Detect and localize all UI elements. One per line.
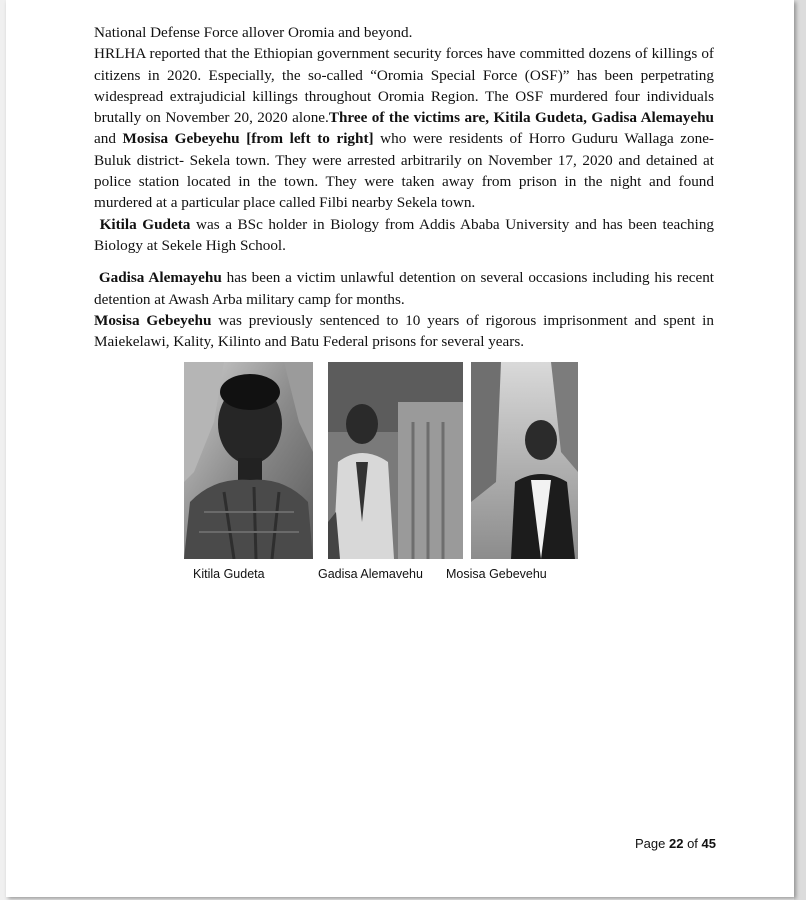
page-of: of — [683, 836, 702, 851]
paragraph-report — [94, 43, 714, 213]
photo-kitila-gudeta — [184, 362, 313, 559]
page-word: Page — [635, 836, 669, 851]
portrait-image — [328, 362, 463, 559]
caption-kitila: Kitila Gudeta — [193, 567, 265, 581]
bio-mosisa: was previously sentenced to 10 years of rigorous imprisonment and spent in Maiekelawi, Kality, Kilinto and Batu Federal prisons for several years. — [94, 311, 714, 351]
paragraph-intro: National Defense Force allover Oromia and beyond. — [94, 24, 413, 41]
bio-gadisa: has been a victim unlawful detention on several occasions including his recent detention at Awash Arba military camp for months. — [94, 269, 715, 308]
portrait-image — [184, 362, 313, 559]
name-kitila: Kitila Gudeta — [99, 215, 191, 233]
page-total: 45 — [701, 836, 716, 851]
name-mosisa: Mosisa Gebeyehu — [94, 311, 212, 329]
page-number — [635, 836, 716, 851]
photo-mosisa-gebeyehu — [471, 362, 578, 559]
photo-gadisa-alemayehu — [328, 362, 463, 559]
name-gadisa: Gadisa Alemayehu — [98, 269, 222, 287]
paragraph-kitila — [94, 214, 714, 257]
paragraph-gadisa — [94, 267, 714, 310]
caption-gadisa: Gadisa Alemavehu — [318, 567, 423, 581]
paragraph-mosisa — [94, 310, 714, 353]
page-current: 22 — [668, 836, 684, 851]
victims-intro: Three of the victims are, Kitila Gudeta, Gadisa Alemayehu — [328, 109, 714, 127]
conjunction: and — [94, 130, 123, 148]
report-text: HRLHA reported that the Ethiopian government security forces have committed dozens of killings of citizens in 2020. Especially, the so-called “Oromia Special Force (OSF)” has been perpetrating widespread extrajudicial killings throughout Oromia Region. The OSF murdered four individuals brutally on November 20, 2020 alone. — [94, 45, 714, 127]
victim-third-name: Mosisa Gebeyehu [from left to right] — [122, 130, 374, 148]
body-text — [94, 22, 714, 352]
bio-kitila: was a BSc holder in Biology from Addis Ababa University and has been teaching Biology at Sekele High School. — [94, 215, 715, 254]
report-continued: who were residents of Horro Guduru Wallaga zone- Buluk district- Sekela town. They were arrested arbitrarily on November 17, 2020 and detained at police station located in the town. They were taken away from prison in the night and found murdered at a particular place called Filbi nearby Sekela town. — [94, 130, 714, 212]
portrait-image — [471, 362, 578, 559]
victim-photos — [0, 362, 806, 560]
caption-mosisa: Mosisa Gebevehu — [446, 567, 547, 581]
